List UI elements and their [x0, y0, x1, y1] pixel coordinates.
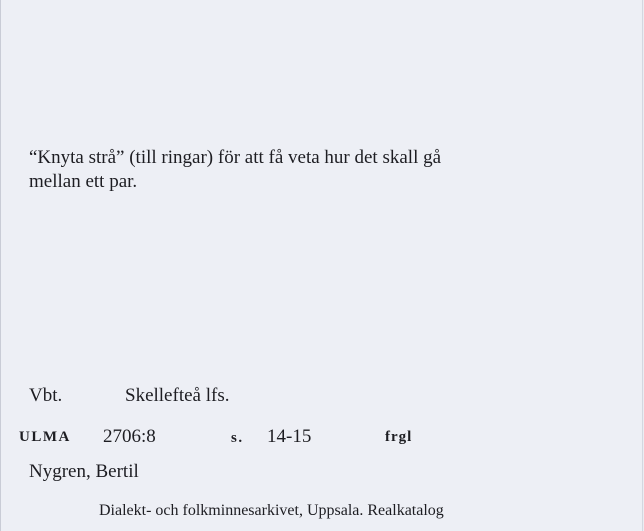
archive-code: ULMA: [19, 429, 71, 445]
archive-footer: Dialekt- och folkminnesarkivet, Uppsala. Realkatalog: [99, 502, 444, 519]
page-label: s.: [231, 430, 244, 446]
entry-text: [29, 146, 589, 194]
parish-label: Skellefteå lfs.: [125, 385, 230, 406]
page-range: 14-15: [267, 426, 312, 447]
entry-line-2: mellan ett par.: [29, 171, 138, 192]
category-code: frgl: [385, 429, 413, 445]
record-number: 2706:8: [103, 426, 156, 447]
collector-name: Nygren, Bertil: [29, 461, 139, 482]
entry-line-1: “Knyta strå” (till ringar) för att få veta hur det skall gå: [29, 147, 442, 168]
region-label: Vbt.: [29, 385, 63, 406]
